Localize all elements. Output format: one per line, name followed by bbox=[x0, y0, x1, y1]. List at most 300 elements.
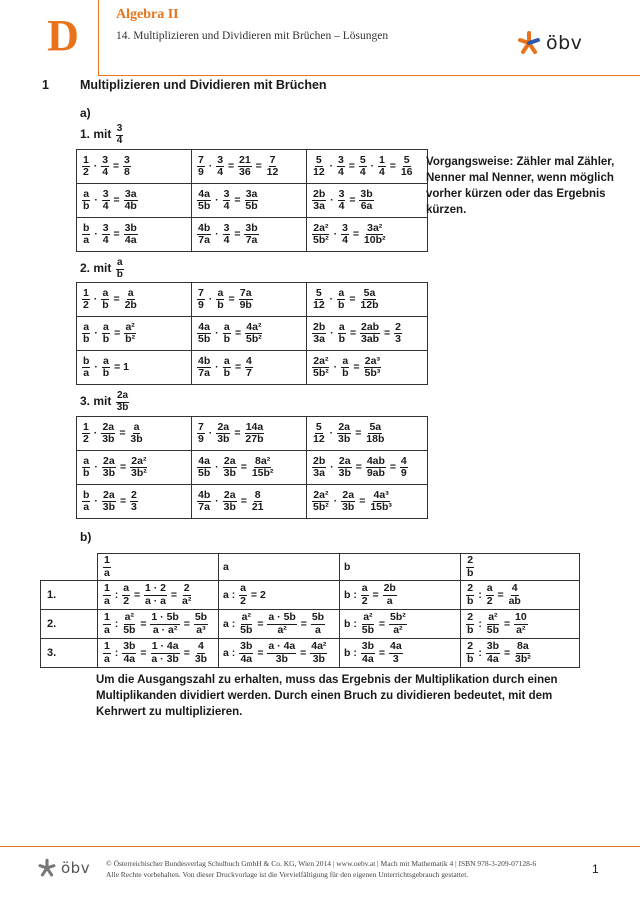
operator: = bbox=[237, 461, 250, 474]
fraction bbox=[122, 641, 136, 664]
fraction bbox=[103, 555, 111, 578]
denominator: 9 bbox=[400, 467, 407, 479]
expression bbox=[196, 187, 260, 212]
fraction bbox=[82, 456, 90, 479]
operator: = bbox=[350, 361, 363, 374]
division-cell bbox=[461, 581, 580, 610]
numerator: 5 bbox=[315, 286, 322, 299]
fraction bbox=[197, 288, 205, 311]
fraction bbox=[103, 583, 111, 606]
operator: · bbox=[327, 461, 337, 474]
denominator: 12b bbox=[360, 299, 379, 311]
fraction bbox=[82, 356, 90, 379]
operator: = bbox=[376, 646, 388, 659]
grid-row bbox=[77, 451, 428, 485]
fraction bbox=[363, 223, 387, 246]
chapter-subtitle: 14. Multiplizieren und Dividieren mit Brüchen – Lösungen bbox=[116, 30, 389, 42]
grid-cell bbox=[77, 218, 192, 252]
numerator: b bbox=[83, 354, 90, 367]
operator: · bbox=[330, 228, 341, 241]
numerator: 3b bbox=[124, 221, 137, 234]
fraction bbox=[130, 456, 148, 479]
operator: b : bbox=[344, 588, 360, 601]
numerator: a bbox=[342, 354, 349, 367]
numerator: 4b bbox=[198, 354, 211, 367]
grid-cell bbox=[307, 218, 428, 252]
numerator: 4a bbox=[198, 454, 210, 467]
fraction bbox=[102, 356, 110, 379]
numerator: 1 bbox=[83, 286, 89, 299]
numerator: a² bbox=[125, 320, 135, 333]
fraction bbox=[508, 583, 522, 606]
fraction bbox=[82, 189, 90, 212]
numerator: 4 bbox=[511, 582, 518, 595]
grid-row bbox=[77, 283, 428, 317]
denominator: 2 bbox=[83, 299, 89, 311]
denominator: b bbox=[338, 333, 346, 345]
denominator: 3 bbox=[395, 333, 401, 345]
explanation-paragraph: Um die Ausgangszahl zu erhalten, muss das Ergebnis der Multiplikation durch einen Multiplikanden dividiert werden. Durch einen Bruch zu dividieren bedeutet, mit dem Kehrwert zu multiplizieren. bbox=[96, 674, 558, 718]
numerator: 3 bbox=[223, 221, 230, 234]
fraction bbox=[123, 155, 131, 178]
grid-cell bbox=[192, 150, 307, 184]
denominator: 5b bbox=[486, 623, 500, 636]
operator: = bbox=[137, 617, 150, 630]
denominator: 2 bbox=[361, 594, 368, 607]
numerator: 3b bbox=[245, 221, 258, 234]
expression bbox=[344, 582, 398, 607]
header-divider-horizontal bbox=[98, 75, 640, 76]
numerator: 3a bbox=[124, 187, 137, 200]
operator: a bbox=[223, 561, 229, 573]
fraction bbox=[223, 189, 231, 212]
operator: = bbox=[494, 588, 507, 601]
publisher-logo-text: öbv bbox=[546, 32, 583, 54]
denominator: 4 bbox=[102, 200, 109, 212]
grid-cell bbox=[77, 184, 192, 218]
operator: · bbox=[326, 160, 337, 173]
numerator: 4a bbox=[198, 320, 210, 333]
operator: = bbox=[137, 646, 150, 659]
denominator: 4b bbox=[124, 200, 137, 212]
numerator: a bbox=[127, 286, 134, 299]
expression bbox=[81, 420, 145, 445]
numerator: 4 bbox=[246, 354, 252, 367]
denominator: 3b bbox=[223, 501, 236, 513]
fraction bbox=[82, 155, 90, 178]
denominator: a bbox=[104, 594, 110, 607]
denominator: 5b bbox=[198, 333, 211, 345]
fraction bbox=[338, 189, 346, 212]
fraction bbox=[514, 612, 528, 635]
operator: = bbox=[168, 588, 180, 601]
fraction bbox=[82, 422, 90, 445]
fraction bbox=[466, 583, 474, 606]
denominator: 4 bbox=[359, 166, 366, 178]
grid-row bbox=[77, 485, 428, 519]
numerator: 2a bbox=[338, 420, 350, 433]
grid-cell bbox=[77, 317, 192, 351]
operator: · bbox=[330, 495, 341, 508]
operator: a : bbox=[223, 646, 239, 659]
fraction bbox=[194, 612, 208, 635]
denominator: 3b bbox=[312, 652, 325, 665]
operator: = bbox=[110, 194, 123, 207]
operator: = bbox=[254, 617, 267, 630]
fraction bbox=[82, 322, 90, 345]
numerator: 4a² bbox=[246, 320, 262, 333]
numerator: 7a bbox=[239, 286, 252, 299]
fraction bbox=[486, 583, 494, 606]
numerator: 3 bbox=[338, 153, 344, 166]
numerator: 1 · 4a bbox=[151, 640, 179, 653]
denominator: 5b² bbox=[313, 234, 329, 246]
operator: = bbox=[180, 617, 193, 630]
division-cell bbox=[219, 639, 340, 668]
division-cell bbox=[219, 610, 340, 639]
expression bbox=[344, 611, 408, 636]
expression bbox=[311, 320, 403, 345]
operator: = bbox=[110, 160, 122, 173]
operator: = bbox=[369, 588, 382, 601]
numerator: 7 bbox=[198, 286, 204, 299]
denominator: b bbox=[223, 367, 231, 379]
operator: = bbox=[110, 228, 123, 241]
numerator: 1 bbox=[83, 420, 89, 433]
operator: : bbox=[111, 646, 122, 659]
numerator: a bbox=[133, 420, 140, 433]
denominator: b bbox=[338, 299, 345, 311]
denominator: 12 bbox=[313, 433, 325, 445]
fraction bbox=[223, 456, 237, 479]
numerator: 2a³ bbox=[364, 354, 380, 367]
fraction bbox=[266, 155, 280, 178]
division-cell bbox=[98, 639, 219, 668]
numerator: a bbox=[102, 286, 109, 299]
fraction bbox=[102, 189, 110, 212]
denominator: 4a bbox=[123, 652, 136, 665]
numerator: 5b bbox=[194, 611, 208, 624]
fraction bbox=[103, 641, 111, 664]
publisher-star-icon bbox=[516, 30, 542, 56]
operator: = bbox=[346, 194, 359, 207]
denominator: b bbox=[102, 333, 110, 345]
grid-cell bbox=[77, 417, 192, 451]
denominator: b bbox=[467, 594, 474, 607]
fraction bbox=[251, 456, 275, 479]
fraction bbox=[150, 612, 179, 635]
grid-row bbox=[77, 351, 428, 385]
fraction bbox=[400, 155, 414, 178]
fraction bbox=[310, 641, 327, 664]
footer-divider bbox=[0, 846, 640, 847]
numerator: a bbox=[103, 354, 109, 367]
denominator: 2b bbox=[124, 299, 137, 311]
division-header-row bbox=[41, 554, 580, 581]
fraction bbox=[239, 641, 253, 664]
fraction bbox=[82, 223, 90, 246]
numerator: 3 bbox=[102, 187, 109, 200]
denominator: 5b bbox=[245, 200, 258, 212]
fraction bbox=[359, 189, 373, 212]
expression bbox=[311, 221, 388, 246]
denominator: 3b bbox=[338, 433, 351, 445]
denominator: 3b² bbox=[515, 652, 531, 665]
grid-row bbox=[77, 417, 428, 451]
operator: = bbox=[376, 617, 388, 630]
denominator: 7a bbox=[245, 234, 258, 246]
numerator: 5 bbox=[359, 153, 366, 166]
operator: = bbox=[352, 461, 365, 474]
fraction bbox=[312, 288, 326, 311]
expression bbox=[102, 554, 112, 579]
denominator: a bbox=[83, 367, 90, 379]
denominator: a bbox=[386, 594, 393, 607]
fraction bbox=[223, 356, 231, 379]
denominator: a² bbox=[516, 623, 526, 636]
operator: = bbox=[297, 617, 310, 630]
fraction bbox=[361, 612, 375, 635]
operator: · bbox=[91, 228, 101, 241]
numerator: 14a bbox=[245, 420, 264, 433]
denominator: 4 bbox=[338, 200, 345, 212]
numerator: a · 4a bbox=[268, 640, 296, 653]
fraction bbox=[197, 322, 211, 345]
operator: · bbox=[205, 160, 216, 173]
numerator: 2a bbox=[103, 488, 115, 501]
numerator: 8a² bbox=[255, 454, 271, 467]
grid-row bbox=[77, 317, 428, 351]
numerator: 7 bbox=[198, 420, 204, 433]
fraction bbox=[394, 322, 402, 345]
numerator: a bbox=[240, 582, 247, 595]
numerator: a · 5b bbox=[268, 611, 296, 624]
expression bbox=[196, 488, 266, 513]
expression bbox=[81, 354, 129, 379]
division-header-cell bbox=[340, 554, 461, 581]
denominator: 2 bbox=[83, 433, 89, 445]
division-row bbox=[41, 581, 580, 610]
expression bbox=[81, 153, 132, 178]
operator: a : bbox=[223, 588, 239, 601]
denominator: a · 3b bbox=[151, 652, 179, 665]
denominator: 5b bbox=[198, 200, 211, 212]
division-cell bbox=[98, 610, 219, 639]
numerator: a² bbox=[363, 611, 373, 624]
expression bbox=[81, 286, 139, 311]
numerator: 2 bbox=[467, 611, 474, 624]
numerator: 21 bbox=[239, 153, 251, 166]
denominator: b² bbox=[125, 333, 136, 345]
denominator: 4 bbox=[102, 234, 109, 246]
operator: b bbox=[344, 561, 351, 573]
grid-cell bbox=[192, 351, 307, 385]
fraction bbox=[124, 322, 136, 345]
expression bbox=[196, 221, 260, 246]
operator: = bbox=[346, 293, 359, 306]
grid-cell bbox=[192, 218, 307, 252]
denominator: 5b³ bbox=[364, 367, 381, 379]
fraction bbox=[389, 612, 407, 635]
grid-cell bbox=[307, 184, 428, 218]
row-label: 3. bbox=[41, 639, 98, 668]
numerator: 3 bbox=[338, 187, 345, 200]
fraction bbox=[129, 422, 143, 445]
fraction bbox=[101, 288, 109, 311]
numerator: 3 bbox=[102, 221, 109, 234]
denominator: 7a bbox=[198, 367, 210, 379]
numerator: 2a bbox=[102, 420, 115, 433]
operator: · bbox=[212, 461, 222, 474]
denominator: 4a bbox=[487, 652, 499, 665]
denominator: 3 bbox=[392, 652, 399, 665]
denominator: 8 bbox=[124, 166, 130, 178]
expression bbox=[311, 454, 409, 479]
fraction bbox=[124, 189, 138, 212]
numerator: a bbox=[83, 320, 90, 333]
denominator: b bbox=[102, 299, 109, 311]
expression bbox=[196, 153, 280, 178]
grid-cell bbox=[307, 451, 428, 485]
fraction bbox=[197, 189, 211, 212]
grid-cell bbox=[307, 485, 428, 519]
denominator: 2 bbox=[83, 166, 89, 178]
numerator: a bbox=[103, 320, 109, 333]
numerator: 2 bbox=[183, 582, 190, 595]
expression bbox=[311, 286, 381, 311]
operator: · bbox=[91, 495, 101, 508]
denominator: 12 bbox=[313, 166, 325, 178]
fraction bbox=[312, 490, 330, 513]
operator: = bbox=[352, 427, 365, 440]
denominator: 3b bbox=[223, 467, 236, 479]
operator: = bbox=[254, 646, 267, 659]
numerator: 1 bbox=[104, 554, 110, 567]
numerator: 1 · 5b bbox=[151, 611, 179, 624]
fraction bbox=[486, 612, 500, 635]
fraction bbox=[361, 583, 369, 606]
division-header-cell bbox=[461, 554, 580, 581]
denominator: 4 bbox=[217, 166, 224, 178]
numerator: 2 bbox=[467, 640, 474, 653]
operator: = bbox=[110, 293, 123, 306]
operator: = bbox=[225, 293, 238, 306]
fraction bbox=[197, 356, 211, 379]
denominator: 5b² bbox=[313, 367, 329, 379]
operator: · bbox=[91, 461, 101, 474]
chapter-letter: D bbox=[47, 10, 79, 60]
operator: · bbox=[212, 361, 222, 374]
operator: · bbox=[327, 327, 337, 340]
grid-cell bbox=[192, 184, 307, 218]
denominator: a bbox=[83, 501, 90, 513]
division-cell bbox=[340, 610, 461, 639]
fraction bbox=[486, 641, 500, 664]
grid-cell bbox=[307, 351, 428, 385]
fraction bbox=[244, 223, 258, 246]
denominator: a bbox=[315, 623, 321, 636]
numerator: 1 bbox=[104, 611, 110, 624]
grid-row bbox=[77, 218, 428, 252]
fraction bbox=[514, 641, 532, 664]
numerator: 3 bbox=[342, 221, 348, 234]
denominator: 3b bbox=[338, 467, 351, 479]
numerator: 1 · 2 bbox=[145, 582, 167, 595]
numerator: 4a bbox=[389, 640, 402, 653]
operator: b : bbox=[344, 646, 360, 659]
numerator: 1 bbox=[379, 153, 385, 166]
numerator: 7 bbox=[198, 153, 204, 166]
fraction bbox=[102, 223, 110, 246]
operator: · bbox=[212, 327, 222, 340]
denominator: 2 bbox=[486, 594, 493, 607]
operator: : bbox=[111, 588, 122, 601]
numerator: 1 bbox=[104, 582, 110, 595]
fraction bbox=[312, 356, 330, 379]
operator: = bbox=[131, 588, 143, 601]
operator: : bbox=[475, 646, 485, 659]
denominator: 5b² bbox=[246, 333, 262, 345]
denominator: b bbox=[467, 623, 474, 636]
division-table bbox=[40, 553, 580, 668]
fraction bbox=[311, 612, 325, 635]
operator: · bbox=[205, 427, 216, 440]
fraction bbox=[102, 322, 110, 345]
denominator: 7a bbox=[198, 501, 210, 513]
numerator: 2 bbox=[395, 320, 401, 333]
denominator: 3a bbox=[313, 333, 325, 345]
fraction bbox=[194, 641, 208, 664]
fraction bbox=[341, 223, 349, 246]
fraction bbox=[102, 456, 116, 479]
fraction bbox=[312, 189, 326, 212]
fraction bbox=[238, 155, 252, 178]
row-label: 1. bbox=[41, 581, 98, 610]
expression bbox=[465, 554, 475, 579]
denominator: b bbox=[223, 333, 231, 345]
denominator: a bbox=[104, 652, 110, 665]
denominator: 4a bbox=[240, 652, 253, 665]
grid-cell bbox=[192, 417, 307, 451]
fraction bbox=[130, 490, 138, 513]
operator: = bbox=[117, 461, 129, 474]
expression bbox=[81, 187, 139, 212]
denominator: 5b² bbox=[313, 501, 329, 513]
fraction bbox=[82, 288, 90, 311]
numerator: 4ab bbox=[366, 454, 385, 467]
page-number: 1 bbox=[592, 862, 599, 876]
expression bbox=[81, 320, 137, 345]
fraction bbox=[223, 223, 231, 246]
denominator: 16 bbox=[400, 166, 413, 178]
fraction bbox=[197, 422, 205, 445]
fraction bbox=[312, 223, 330, 246]
denominator: 5b bbox=[198, 467, 211, 479]
grid-cell bbox=[307, 317, 428, 351]
operator: · bbox=[367, 160, 378, 173]
denominator: b bbox=[83, 467, 90, 479]
fraction bbox=[337, 288, 345, 311]
fraction bbox=[341, 490, 355, 513]
fraction bbox=[124, 288, 138, 311]
numerator: 2a² bbox=[313, 488, 329, 501]
denominator: 12 bbox=[266, 166, 279, 178]
operator: = bbox=[237, 495, 250, 508]
division-cell bbox=[219, 581, 340, 610]
denominator: 4 bbox=[223, 234, 230, 246]
denominator: b bbox=[217, 299, 224, 311]
operator: = bbox=[381, 327, 394, 340]
